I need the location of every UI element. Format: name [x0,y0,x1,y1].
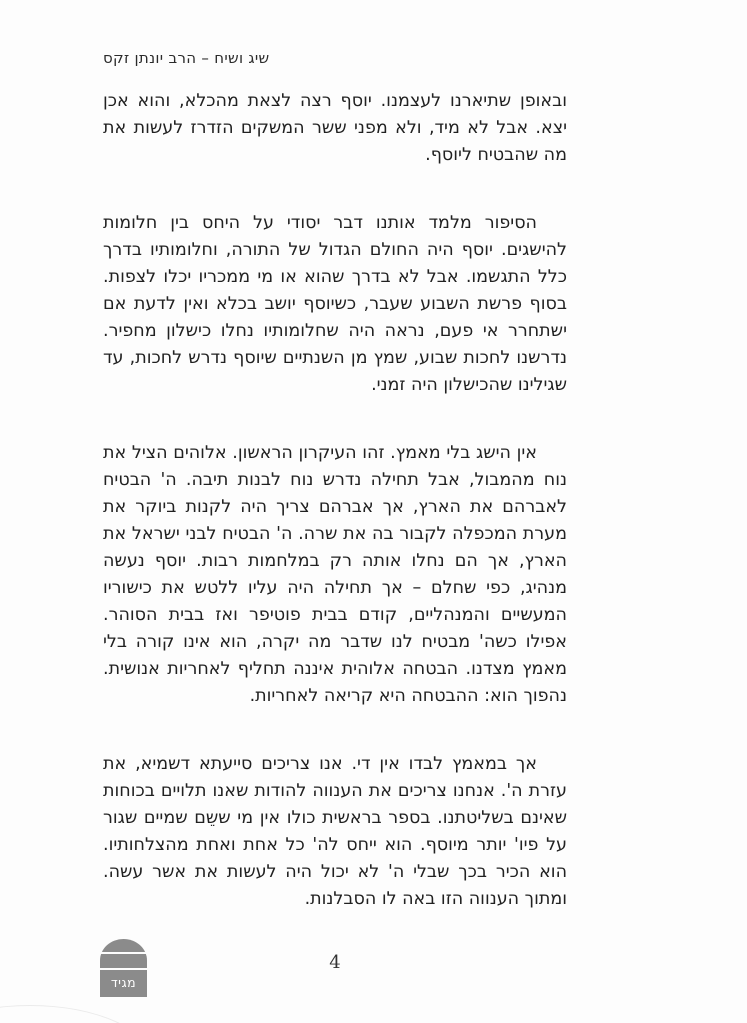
paragraph: אין הישג בלי מאמץ. זהו העיקרון הראשון. אלוהים הציל את נוח מהמבול, אבל תחילה נדרש נוח לבנות תיבה. ה' הבטיח לאברהם את הארץ, אך אברהם צריך היה לקנות ביוקר את מערת המכפלה לקבור בה את שרה. ה' הבטיח לבני ישראל את הארץ, אך הם נחלו אותה רק במלחמות רבות. יוסף נעשה מנהיג, כפי שחלם – אך תחילה היה עליו ללטש את כישוריו המעשיים והמנהליים, קודם בבית פוטיפר ואז בבית הסוהר. אפילו כשה' מבטיח לנו שדבר מה יקרה, הוא אינו קורה בלי מאמץ מצדנו. הבטחה אלוהית איננה תחליף לאחריות אנושית. נהפוך הוא: ההבטחה היא קריאה לאחריות. [103,443,567,706]
running-header: שיג ושיח – הרב יונתן זקס [103,49,270,67]
logo-wordmark: מגיד [100,970,147,997]
paragraph: אך במאמץ לבדו אין די. אנו צריכים סייעתא דשמיא, את עזרת ה'. אנחנו צריכים את הענווה להודות שאנו תלויים בכוחות שאינם בשליטתנו. בספר בראשית כולו אין מי ששֵם שמיים שגור על פיו' יותר מיוסף. הוא ייחס לה' כל אחת ואחת מהצלחותיו. הוא הכיר בכך שבלי ה' לא יכול היה לעשות את אשר עשה. ומתוך הענווה הזו באה לו הסבלנות. [103,754,567,909]
body-text [103,88,567,913]
page-number: 4 [329,952,341,973]
paragraph: ובאופן שתיארנו לעצמנו. יוסף רצה לצאת מהכלא, והוא אכן יצא. אבל לא מיד, ולא מפני ששר המשקים הזדרז לעשות את מה שהבטיח ליוסף. [103,91,567,165]
logo-dome-icon [100,939,147,952]
page-curl-shadow [0,1005,152,1023]
paragraph: הסיפור מלמד אותנו דבר יסודי על היחס בין חלומות להישגים. יוסף היה החולם הגדול של התורה, וחלומותיו בדרך כלל התגשמו. אבל לא בדרך שהוא או מי ממכריו יכלו לצפות. בסוף פרשת השבוע שעבר, כשיוסף יושב בכלא ואין לדעת אם ישתחרר אי פעם, נראה היה שחלומותיו נחלו כישלון מחפיר. נדרשנו לחכות שבוע, שמץ מן השנתיים שיוסף נדרש לחכות, עד שגילינו שהכישלון היה זמני. [103,213,567,395]
